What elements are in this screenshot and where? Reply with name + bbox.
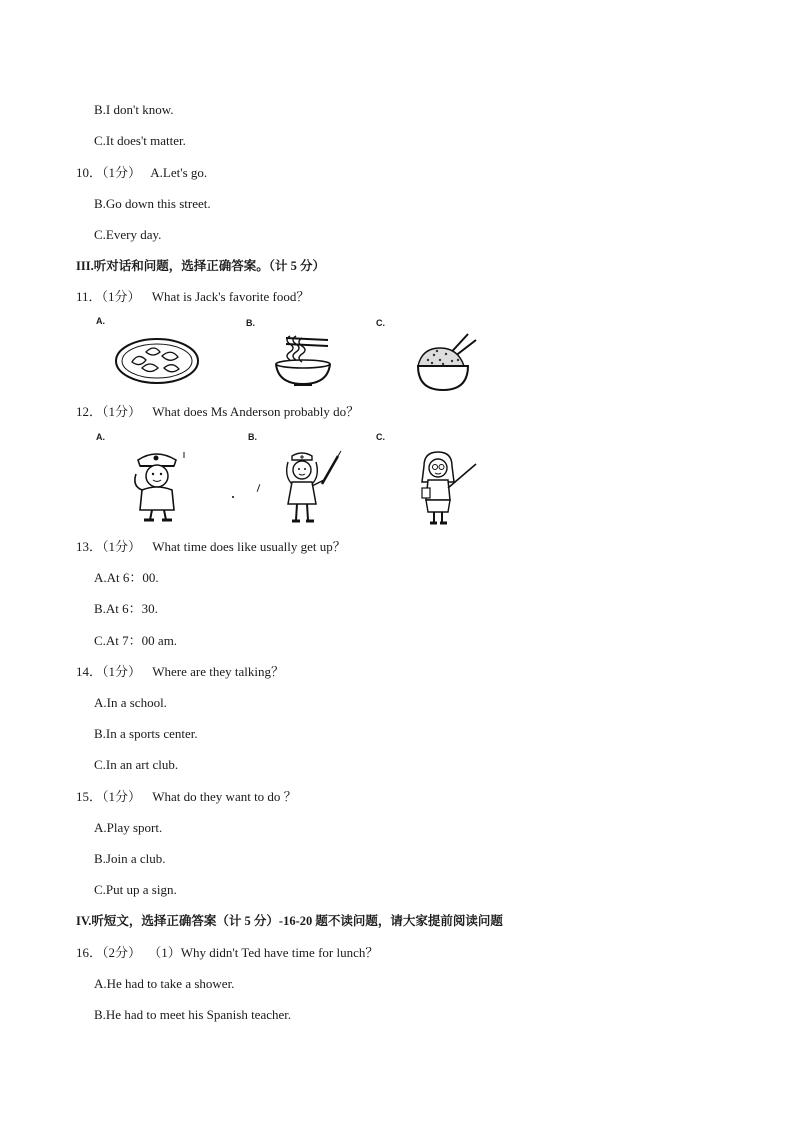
q11-label-c: C. xyxy=(376,318,385,328)
teacher-icon xyxy=(414,450,480,528)
question-number: 15．（1分） xyxy=(76,789,142,804)
question-number: 11．（1分） xyxy=(76,289,141,304)
q14-header xyxy=(76,664,284,680)
question-text: What do they want to do ？ xyxy=(152,789,297,804)
police-officer-icon xyxy=(124,448,190,524)
section-4-heading: IV.听短文，选择正确答案（计 5 分）-16-20 题不读问题，请大家提前阅读问题 xyxy=(76,914,503,928)
q16-option-b: B.He had to meet his Spanish teacher. xyxy=(94,1007,292,1022)
question-number: 16．（2分） xyxy=(76,945,142,960)
q11-label-b: B. xyxy=(246,318,255,328)
q10-option-b: B.Go down this street. xyxy=(94,196,211,211)
q11-header xyxy=(76,289,309,305)
question-text: （1）Why didn't Ted have time for lunch？ xyxy=(148,945,379,960)
q15-option-a: A.Play sport. xyxy=(94,820,163,835)
nurse-icon xyxy=(278,450,348,526)
question-text: What time does like usually get up？ xyxy=(152,539,346,554)
q12-label-a: A. xyxy=(96,432,105,442)
q12-header xyxy=(76,404,359,420)
q14-option-b: B.In a sports center. xyxy=(94,726,198,741)
q15-option-b: B.Join a club. xyxy=(94,851,166,866)
q10-header xyxy=(76,165,207,181)
stray-mark xyxy=(257,484,261,492)
question-number: 13．（1分） xyxy=(76,539,142,554)
rice-bowl-icon xyxy=(412,330,478,394)
dumplings-plate-icon xyxy=(114,336,200,386)
stray-dot xyxy=(232,496,234,498)
q13-header xyxy=(76,539,346,555)
q10-option-a: A.Let's go. xyxy=(150,165,208,180)
q16-header xyxy=(76,945,378,961)
question-text: What does Ms Anderson probably do？ xyxy=(152,404,360,419)
question-number: 10．（1分） xyxy=(76,165,142,180)
question-number: 12．（1分） xyxy=(76,404,142,419)
q13-option-c: C.At 7：00 am. xyxy=(94,633,178,648)
q12-label-b: B. xyxy=(248,432,257,442)
question-text: What is Jack's favorite food？ xyxy=(151,289,310,304)
question-text: Where are they talking？ xyxy=(152,664,285,679)
q9-option-b: B.I don't know. xyxy=(94,102,174,117)
question-number: 14．（1分） xyxy=(76,664,142,679)
q13-option-b: B.At 6：30. xyxy=(94,601,158,616)
q12-label-c: C. xyxy=(376,432,385,442)
q15-option-c: C.Put up a sign. xyxy=(94,882,177,897)
q11-label-a: A. xyxy=(96,316,105,326)
q14-option-c: C.In an art club. xyxy=(94,757,179,772)
section-3-heading: III.听对话和问题，选择正确答案。（计 5 分） xyxy=(76,259,325,273)
q16-option-a: A.He had to take a shower. xyxy=(94,976,235,991)
q13-option-a: A.At 6：00. xyxy=(94,570,159,585)
q9-option-c: C.It does't matter. xyxy=(94,133,186,148)
noodles-bowl-icon xyxy=(272,332,334,388)
q10-option-c: C.Every day. xyxy=(94,227,162,242)
q15-header xyxy=(76,789,297,805)
q14-option-a: A.In a school. xyxy=(94,695,167,710)
